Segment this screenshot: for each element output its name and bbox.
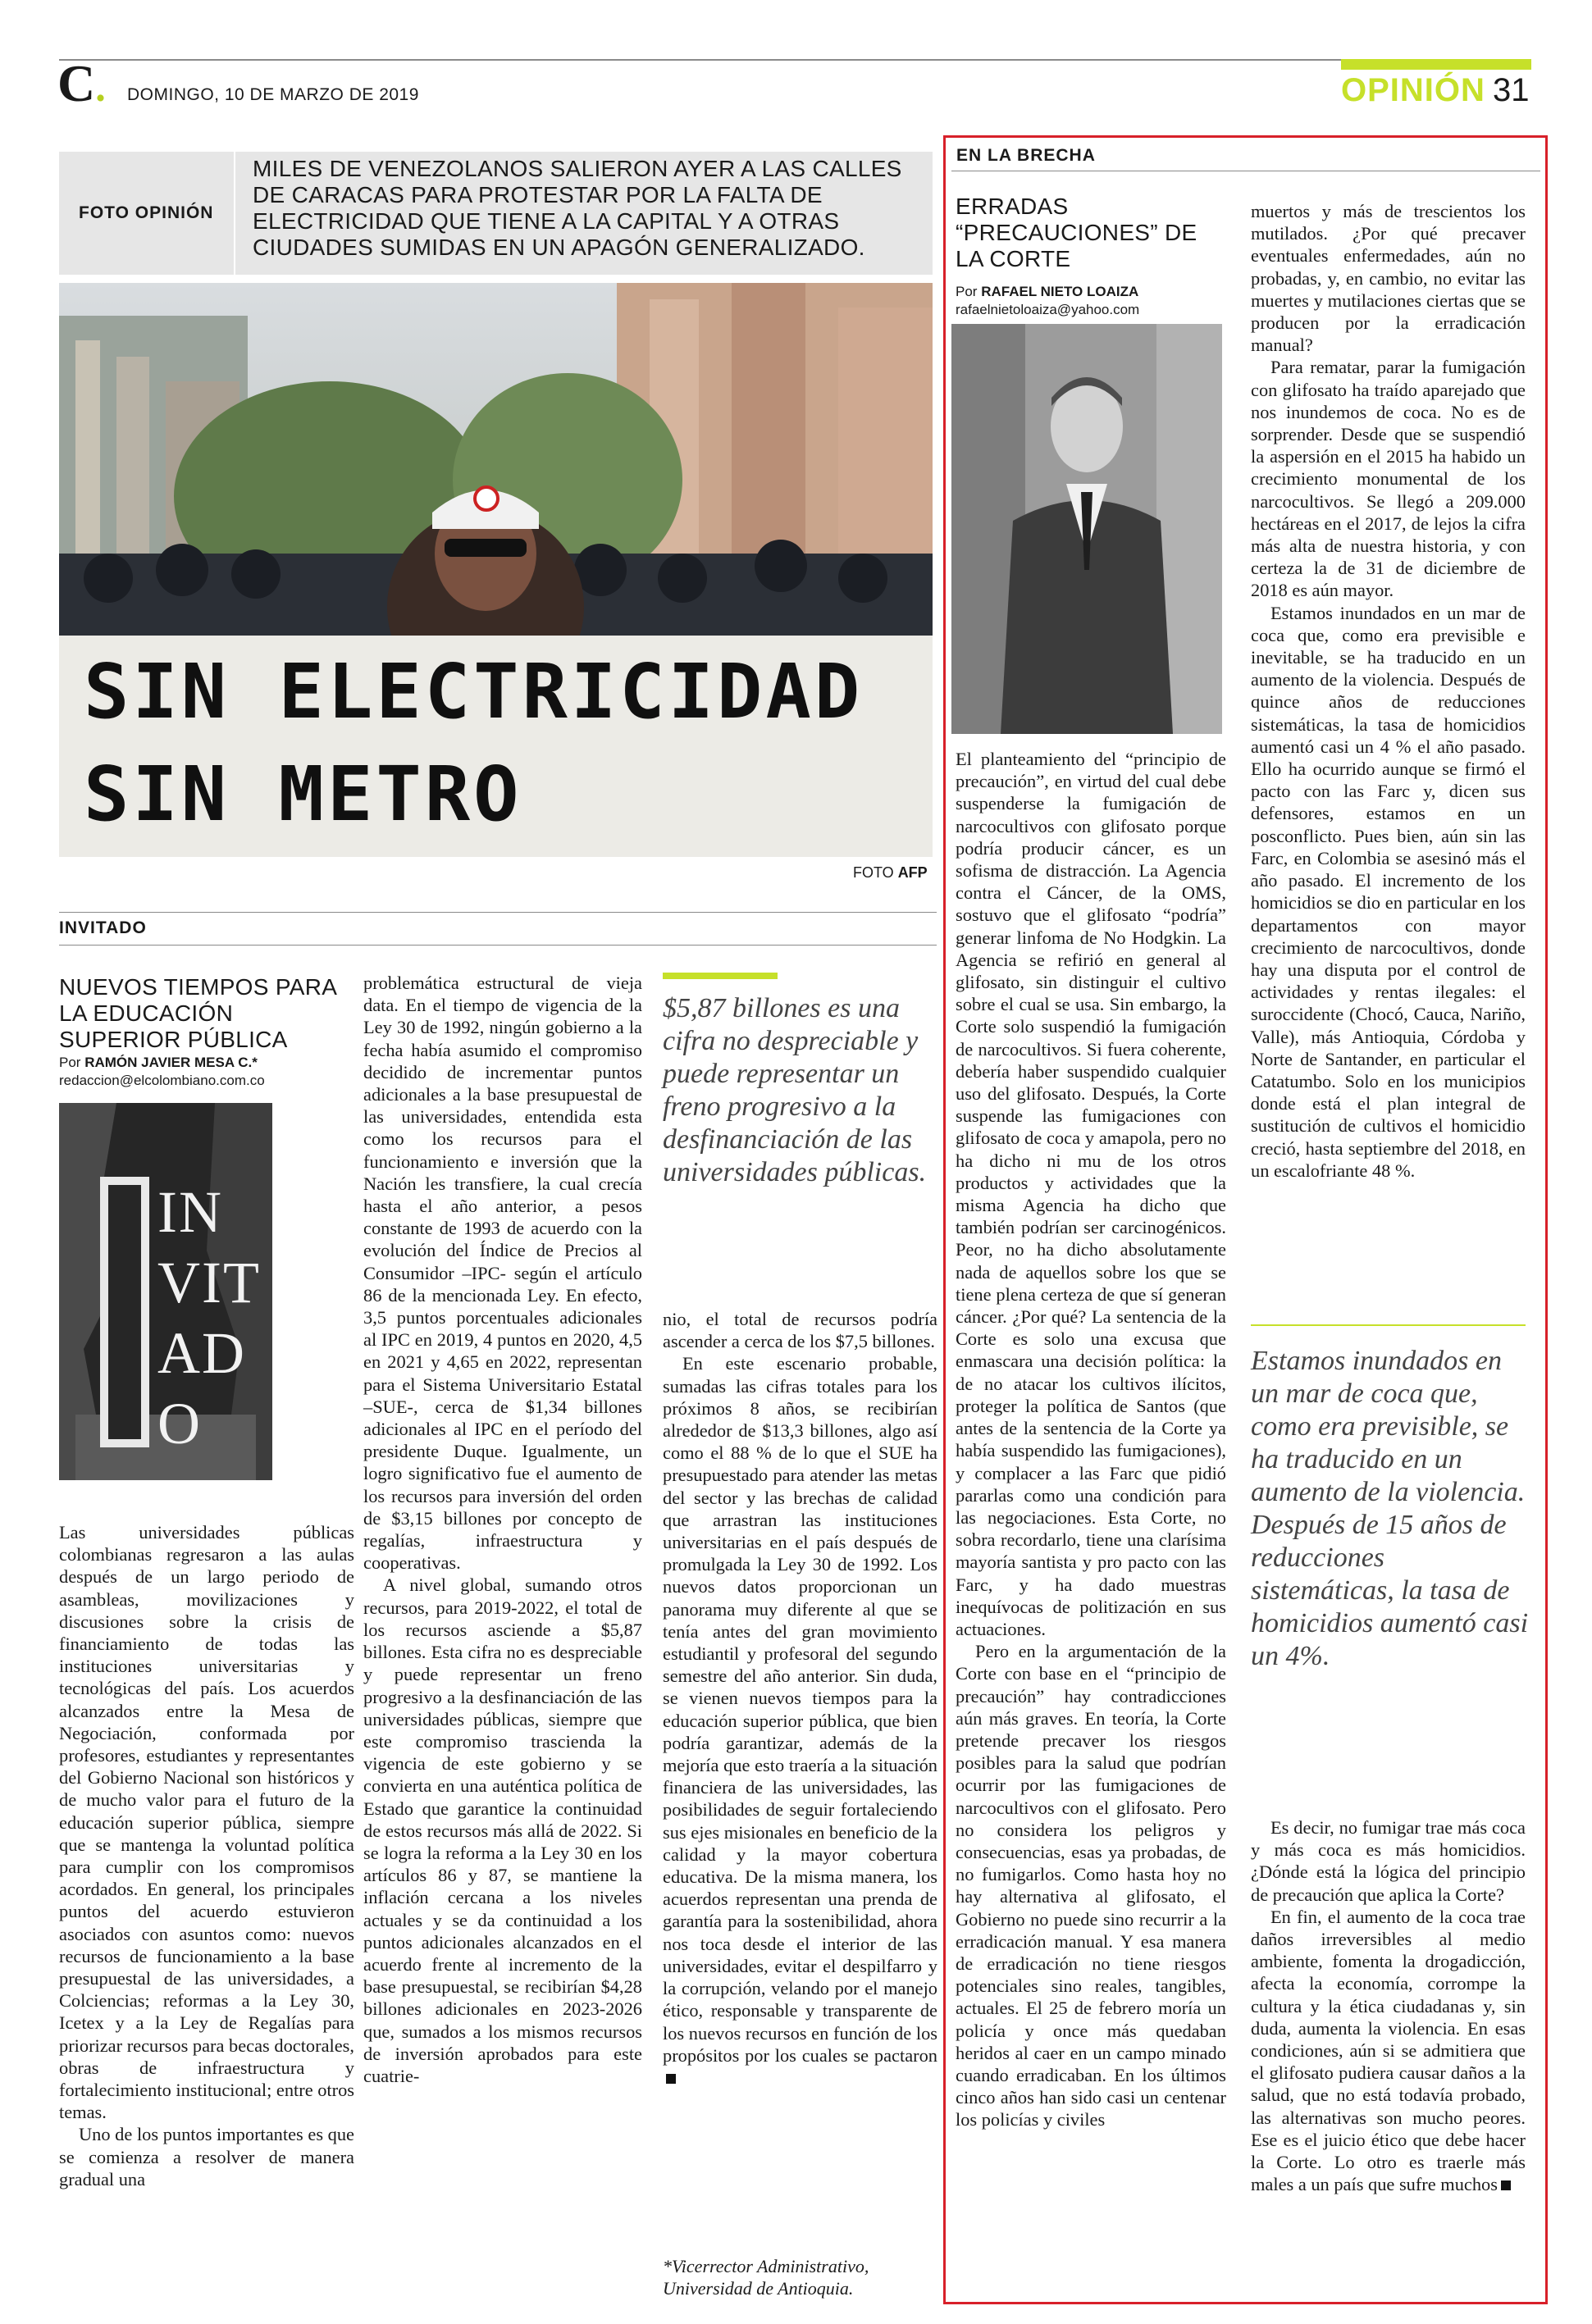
divider [234, 152, 235, 275]
invitado-footnote: *Vicerrector Administrativo, Universidad de Antioquia. [663, 2256, 869, 2299]
pullquote-accent [663, 973, 778, 979]
foto-opinion-label: FOTO OPINIÓN [79, 203, 214, 222]
page-number: 31 [1493, 72, 1530, 108]
end-mark [666, 2074, 676, 2084]
brecha-headline: ERRADAS “PRECAUCIONES” DE LA CORTE [956, 194, 1197, 271]
protest-photo [59, 283, 933, 857]
photo-credit: FOTO AFP [853, 864, 928, 881]
masthead-rule [59, 59, 1531, 61]
pullquote-accent [1251, 1324, 1526, 1326]
sign-line-1: SIN ELECTRICIDAD [84, 648, 864, 736]
invitado-word: INVITADO [157, 1179, 261, 1456]
invitado-headline: NUEVOS TIEMPOS PARA LA EDUCACIÓN SUPERIOR PÚBLICA [59, 974, 336, 1052]
brecha-byline: Por RAFAEL NIETO LOAIZA rafaelnietoloaiza@yahoo.com [956, 284, 1140, 317]
invitado-column-2: problemática estructural de vieja data. En el tiempo de vigencia de la Ley 30 de 1992, ningún gobierno a la fecha había asumido el compromiso decidido de incrementar puntos adicionales a la base presupuestal de las universidades, entendida esta como los recursos para el funcionamiento e inversión que la Nación les transfiere, la cual crecía hasta el año anterior, a pesos constante de 1993 de acuerdo con la evolución del Índice de Precios al Consumidor –IPC- según el artículo 86 de la mencionada Ley. En efecto, 3,5 puntos porcentuales adicionales al IPC en 2019, 4 puntos en 2020, 4,5 en 2021 y 4,65 en 2022, representan para el Sistema Universitario Estatal –SUE-, cerca de $1,34 billones adicionales al IPC en el período del presidente Duque. Igualmente, un logro significativo fue el aumento de los recursos para inversión del orden de $3,15 billones por concepto de regalías, infraestructura y cooperativas. A nivel global, sumando otros recursos, para 2019-2022, el total de los recursos asciende a $5,87 billones. Esta cifra no es despreciable y puede representar un freno progresivo a la desfinanciación de las universidades públicas, siempre que este compromiso trascienda la vigencia de este gobierno y se convierta en una auténtica política de Estado que garantice la continuidad de estos recursos más allá de 2022. Si se logra la reforma a la Ley 30 en los artículos 86 y 87, se mantiene la inflación cercana a los niveles actuales y se da continuidad a los puntos adicionales alcanzados en el acuerdo frente al incremento de la base presupuestal, se recibirían $4,28 billones adicionales en 2023-2026 que, sumados a los mismos recursos de inversión aprobados para este cuatrie- [363, 973, 642, 2086]
newspaper-logo[interactable]: C. [57, 54, 106, 112]
photo-caption: MILES DE VENEZOLANOS SALIERON AYER A LAS CALLES DE CARACAS PARA PROTESTAR POR LA FALTA DE ELECTRICIDAD QUE TIENE A LA CAPITAL Y A OTRAS CIUDADES SUMIDAS EN UN APAGÓN GENERALIZADO. [253, 156, 902, 260]
invitado-column-1: Las universidades públicas colombianas regresaron a las aulas después de un largo periodo de asambleas, movilizaciones y discusiones sobre la crisis de financiamiento de todas las instituciones universitarias y tecnológicas del país. Los acuerdos alcanzados entre la Mesa de Negociación, conformada por profesores, estudiantes y representantes del Gobierno Nacional son históricos y de mucho valor para el futuro de la educación superior pública, siempre que se mantenga la voluntad política para cumplir con los compromisos acordados. En general, los principales puntos del acuerdo estuvieron asociados con asuntos como: nuevos recursos de funcionamiento a la base presupuestal de las universidades, a Colciencias; reformas a la Ley 30, Icetex y a la Ley de Regalías para priorizar recursos para becas doctorales, obras de infraestructura y fortalecimiento institucional; entre otros temas. Uno de los puntos importantes es que se comienza a resolver de manera gradual una [59, 1522, 355, 2190]
author-portrait-illustration [951, 324, 1222, 734]
author-email[interactable]: redaccion@elcolombiano.com.co [59, 1073, 265, 1088]
invitado-byline: Por RAMÓN JAVIER MESA C.* redaccion@elcolombiano.com.co [59, 1055, 265, 1088]
protest-sign [59, 636, 933, 857]
brecha-section-label: EN LA BRECHA [956, 146, 1096, 165]
sign-line-2: SIN METRO [84, 750, 522, 838]
invitado-illustration [59, 1103, 272, 1480]
brecha-pullquote: Estamos inundados en un mar de coca que, como era previsible, se ha traducido en un aumento de la violencia. Después de 15 años de reducciones sistemáticas, la tasa de homicidios aumentó casi un 4%. [1251, 1346, 1529, 1671]
author-portrait [951, 324, 1222, 734]
section-accent-bar [1341, 59, 1531, 70]
invitado-section-label: INVITADO [59, 918, 147, 937]
author-email[interactable]: rafaelnietoloaiza@yahoo.com [956, 302, 1140, 317]
invitado-column-3: nio, el total de recursos podría ascender a cerca de los $7,5 billones. En este escenario probable, sumadas las cifras totales para los próximos 8 años, se recibirían alrededor de $13,3 billones, algo así como el 88 % de lo que el SUE ha presupuestado para atender las metas del sector y las brechas de calidad que arrastran las instituciones universitarias en el país después de promulgada la Ley 30 de 1992. Los nuevos datos proporcionan un panorama muy diferente al que se tenía antes del gran movimiento estudiantil y profesoral del segundo semestre del año anterior. Sin duda, se vienen nuevos tiempos para la educación superior pública, que bien podría garantizar, además de la mejoría que esto traería a la situación financiera de las universidades, las posibilidades de seguir fortaleciendo sus ejes misionales en beneficio de la calidad y la mayor cobertura educativa. De la misma manera, los acuerdos representan una prenda de garantía para la sostenibilidad, ahora nos toca desde el interior de las universidades, evitar el despilfarro y la corrupción, velando por el manejo ético, responsable y transparente de los nuevos recursos en función de los propósitos por los cuales se pactaron [663, 1308, 937, 2089]
invitado-pullquote: $5,87 billones es una cifra no despreciable y puede representar un freno progresivo a la desfinanciación de las universidades públicas. [663, 993, 927, 1187]
divider [59, 912, 937, 913]
end-mark [1501, 2180, 1511, 2190]
brecha-column-2: muertos y más de trescientos los mutilados. ¿Por qué precaver eventuales enfermedades, aún no probadas, y, en cambio, no evitar las muertes y mutilaciones ciertas que se producen por la erradicación manual? Para rematar, parar la fumigación con glifosato ha traído aparejado que nos inundemos de coca. No es de sorprender. Desde que se suspendió la aspersión en el 2015 ha habido un crecimiento monumental de los narcocultivos. Se llegó a 209.000 hectáreas en el 2017, de lejos la cifra más alta de nuestra historia, y con certeza la de 31 de diciembre de 2018 es aún mayor. Estamos inundados en un mar de coca que, como era previsible e inevitable, se ha traducido en un aumento de la violencia. Después de quince años de reducciones sistemáticas, la tasa de homicidios aumentó casi un 4 % el año pasado. Ello ha ocurrido aunque se firmó el pacto con las Farc y, dicen sus defensores, estamos en un posconflicto. Pues bien, aún sin las Farc, en Colombia se asesinó más el año pasado. El incremento de los homicidios se dio en particular en los departamentos con mayor crecimiento de narcocultivos, donde hay una disputa por el control de actividades y rentas ilegales: el suroccidente (Chocó, Cauca, Nariño, Valle), más Antioquia, Córdoba y Norte de Santander, en particular el Catatumbo. Solo en los municipios donde está el plan integral de sustitución de cultivos el homicidio creció, hasta septiembre del 2018, en un escalofriante 48 %. [1251, 201, 1526, 1181]
brecha-column-1: El planteamiento del “principio de precaución”, en virtud del cual debe suspenderse la fumigación de narcocultivos con glifosato porque podría producir cáncer, es un sofisma de distracción. La Agencia contra el Cáncer, de la OMS, sostuvo que el glifosato “podría” generar linfoma de No Hodgkin. La Agencia se refirió en general al glifosato, sin distinguir el cultivo sobre el cual se usa. Sin embargo, la Corte solo suspendió la fumigación de narcocultivos. Si fuera coherente, debería haber suspendido cualquier uso del glifosato. Después, la Corte suspende las fumigaciones con glifosato de coca y amapola, pero no ha dicho ni mu de los otros productos y actividades que la misma Agencia ha dicho que también podrían ser carcinogénicos. Peor, no ha dicho absolutamente nada de aquellos sobre los que se tiene plena certeza de que sí generan cáncer. ¿Por qué? La sentencia de la Corte es solo una excusa que enmascara una decisión política: la de no atacar los cultivos ilícitos, proteger la política de Santos (que antes de la sentencia de la Corte ya había suspendido las fumigaciones), y complacer a las Farc que pidió pararlas como una condición para las negociaciones. Esta Corte, no sobra recordarlo, tiene una clarísima mayoría santista y pro pacto con las Farc, y ha dado muestras inequívocas de politización en sus actuaciones. Pero en la argumentación de la Corte con base en el “principio de precaución” hay contradicciones aún más graves. En teoría, la Corte pretende precaver los riesgos posibles para la salud que podrían ocurrir por las fumigaciones de narcocultivos con el glifosato. Pero no considera los peligros y consecuencias, esas ya probadas, de no fumigarlos. Como hasta hoy no hay alternativa al glifosato, el Gobierno no puede sino recurrir a la erradicación manual. Y esa manera de erradicación no tiene riesgos potenciales sino reales, tangibles, actuales. El 25 de febrero moría un policía y once más quedaban heridos al caer en un campo minado cuando erradicaban. En los últimos cinco años han sido casi un centenar los policías y civiles [956, 749, 1226, 2130]
brecha-column-2-end: Es decir, no fumigar trae más coca y más coca es más homicidios. ¿Dónde está la lógica del principio de precaución que aplica la Corte? En fin, el aumento de la coca trae daños irreversibles al medio ambiente, fomenta la drogadicción, afecta la economía, corrompe la cultura y la ética ciudadanas y, sin duda, aumenta la violencia. En esas condiciones, aún si se admitiera que el glifosato pudiera causar daños a la salud, que no está todavía probado, las alternativas son mucho peores. Ese es el juicio ético que debe hacer la Corte. Lo otro es traerle más males a un país que sufre muchos [1251, 1817, 1526, 2195]
issue-date: DOMINGO, 10 DE MARZO DE 2019 [127, 85, 419, 104]
section-title: OPINIÓN [1341, 72, 1485, 108]
divider [59, 945, 937, 946]
